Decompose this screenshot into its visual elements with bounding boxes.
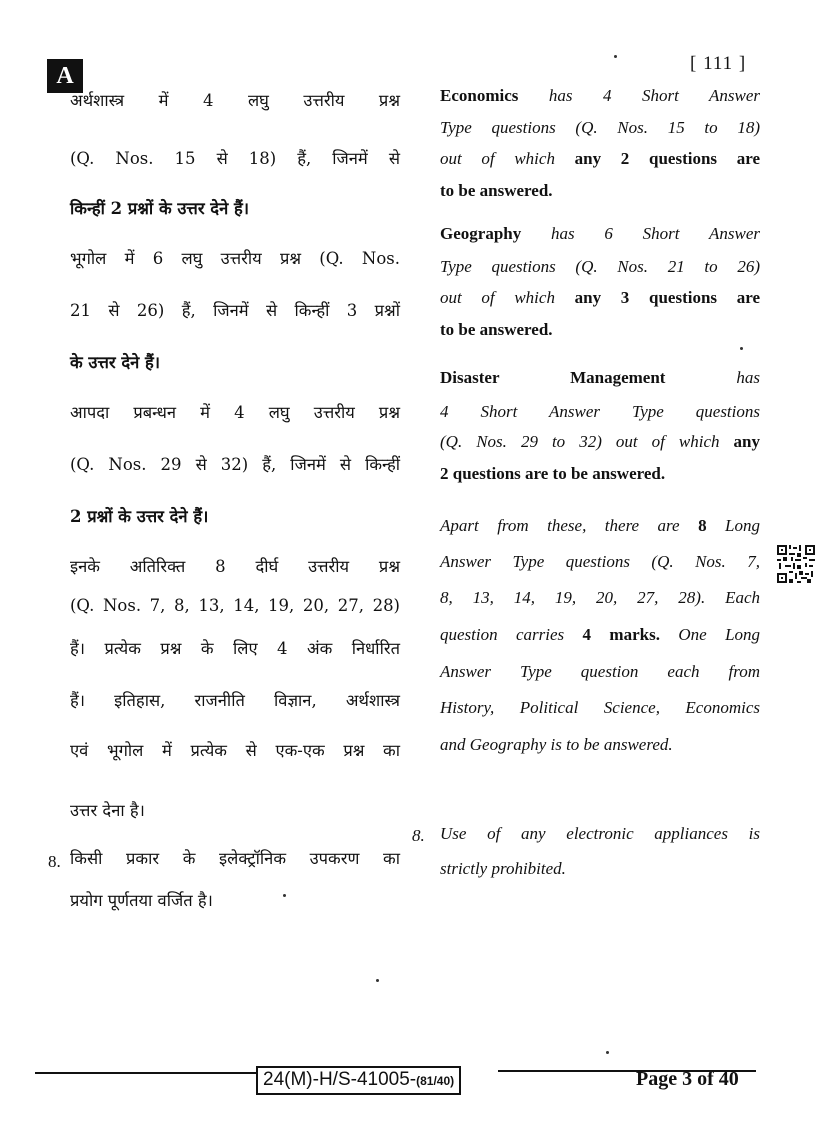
english-disaster-line-2: 4 Short Answer Type questions [440, 402, 760, 421]
scan-speck [283, 894, 286, 897]
scan-speck [376, 979, 379, 982]
hindi-item8-line-1: किसी प्रकार के इलेक्ट्रॉनिक उपकरण का [70, 849, 400, 868]
english-long-answer-line-5: Answer Type question each from [440, 662, 760, 681]
hindi-economics-line-1: अर्थशास्त्र में 4 लघु उत्तरीय प्रश्न [70, 91, 400, 110]
scan-speck [606, 1051, 609, 1054]
english-item8-line-2: strictly prohibited. [440, 859, 566, 878]
paper-code [256, 1066, 461, 1095]
english-long-answer-line-7: and Geography is to be answered. [440, 735, 673, 754]
english-long-answer-count: 8 [698, 516, 707, 535]
english-long-answer-line-4-c: One Long [678, 625, 761, 644]
english-long-answer-line-1 [440, 516, 760, 536]
english-long-answer-line-4 [440, 625, 760, 645]
hindi-long-answer-line-4: हैं। इतिहास, राजनीति विज्ञान, अर्थशास्त्र [70, 691, 400, 710]
english-disaster-line-1-rest: has [736, 368, 761, 387]
page-number: Page 3 of 40 [636, 1068, 739, 1090]
english-item8-number: 8. [412, 826, 425, 845]
hindi-long-answer-line-5: एवं भूगोल में प्रत्येक से एक-एक प्रश्न का [70, 741, 400, 760]
paper-code-suffix: (81/40) [416, 1074, 455, 1088]
english-long-answer-line-1-c: Long [725, 516, 760, 535]
set-label-badge: A [47, 59, 83, 93]
english-geography-subject: Geography [440, 224, 522, 243]
english-long-answer-marks: 4 marks. [582, 625, 660, 644]
english-geography-line-3-b: any 3 questions are [574, 288, 761, 307]
hindi-economics-line-3: किन्हीं 2 प्रश्नों के उत्तर देने हैं। [70, 199, 249, 218]
english-economics-line-3-a: out of which [440, 149, 555, 168]
english-disaster-line-4: 2 questions are to be answered. [440, 464, 666, 483]
hindi-disaster-line-2: (Q. Nos. 29 से 32) हैं, जिनमें से किन्हीं [70, 455, 400, 474]
hindi-long-answer-line-3: हैं। प्रत्येक प्रश्न के लिए 4 अंक निर्धारित [70, 639, 400, 658]
hindi-long-answer-line-1: इनके अतिरिक्त 8 दीर्घ उत्तरीय प्रश्न [70, 557, 400, 576]
paper-code-main: 24(M)-H/S-41005- [263, 1069, 417, 1090]
english-long-answer-line-6: History, Political Science, Economics [440, 698, 760, 717]
qr-code-icon [777, 545, 815, 583]
english-disaster-subject: Disaster Management [440, 368, 666, 387]
scan-speck [614, 55, 617, 58]
english-long-answer-line-4-a: question carries [440, 625, 565, 644]
english-geography-line-3-a: out of which [440, 288, 555, 307]
english-economics-line-1-rest: has 4 Short Answer [548, 86, 761, 105]
hindi-long-answer-line-6: उत्तर देना है। [70, 801, 145, 820]
english-economics-line-3 [440, 149, 760, 169]
hindi-long-answer-line-2: (Q. Nos. 7, 8, 13, 14, 19, 20, 27, 28) [70, 596, 400, 615]
hindi-item8-number: 8. [48, 852, 61, 871]
hindi-economics-line-2: (Q. Nos. 15 से 18) हैं, जिनमें से [70, 149, 400, 168]
hindi-item8-line-2: प्रयोग पूर्णतया वर्जित है। [70, 891, 213, 910]
english-economics-line-3-b: any 2 questions are [574, 149, 761, 168]
page-marker: [ 111 ] [690, 53, 747, 74]
english-disaster-line-3 [440, 432, 760, 452]
english-geography-line-1-rest: has 6 Short Answer [551, 224, 760, 243]
hindi-geography-line-2: 21 से 26) हैं, जिनमें से किन्हीं 3 प्रश्नों [70, 301, 400, 320]
english-geography-line-3 [440, 288, 760, 308]
english-disaster-line-3-a: (Q. Nos. 29 to 32) out of which [440, 432, 720, 451]
english-geography-line-4: to be answered. [440, 320, 553, 339]
hindi-geography-line-3: के उत्तर देने हैं। [70, 353, 161, 372]
hindi-disaster-line-1: आपदा प्रबन्धन में 4 लघु उत्तरीय प्रश्न [70, 403, 400, 422]
footer-rule-left [35, 1072, 260, 1074]
scan-speck [740, 347, 743, 350]
english-economics-subject: Economics [440, 86, 519, 105]
hindi-disaster-line-3: 2 प्रश्नों के उत्तर देने हैं। [70, 507, 209, 526]
english-economics-line-1 [440, 86, 760, 106]
english-long-answer-line-3: 8, 13, 14, 19, 20, 27, 28). Each [440, 588, 760, 607]
hindi-geography-line-1: भूगोल में 6 लघु उत्तरीय प्रश्न (Q. Nos. [70, 249, 400, 268]
english-economics-line-2: Type questions (Q. Nos. 15 to 18) [440, 118, 760, 137]
english-disaster-line-3-b: any [733, 432, 760, 451]
english-long-answer-line-1-a: Apart from these, there are [440, 516, 680, 535]
english-geography-line-2: Type questions (Q. Nos. 21 to 26) [440, 257, 760, 276]
english-long-answer-line-2: Answer Type questions (Q. Nos. 7, [440, 552, 760, 571]
english-geography-line-1 [440, 224, 760, 244]
english-economics-line-4: to be answered. [440, 181, 553, 200]
english-disaster-line-1 [440, 368, 760, 388]
english-item8-line-1: Use of any electronic appliances is [440, 824, 760, 843]
